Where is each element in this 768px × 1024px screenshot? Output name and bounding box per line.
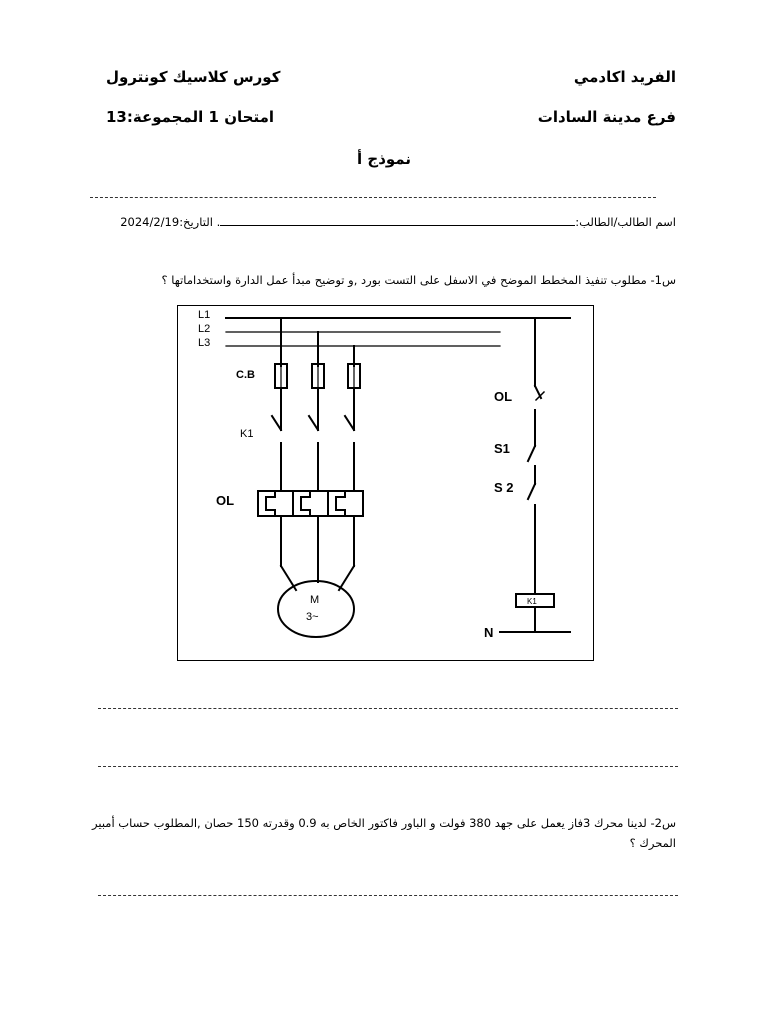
label-motor-phase: 3~ <box>306 611 319 623</box>
course-name: كورس كلاسيك كونترول <box>106 68 281 86</box>
student-name-label: اسم الطالب/الطالب: <box>575 215 676 229</box>
k1-contact-1 <box>272 416 281 430</box>
branch-name: فرع مدينة السادات <box>537 108 676 126</box>
label-k1-power: K1 <box>240 428 254 440</box>
motor-circle <box>278 581 354 637</box>
answer-line-1[interactable] <box>98 708 678 709</box>
date-value: 2024/2/19 <box>120 215 180 229</box>
label-k1-coil: K1 <box>527 597 537 606</box>
student-name-blank[interactable] <box>220 225 575 226</box>
label-s2: S 2 <box>494 480 514 495</box>
date-label: . التاريخ: <box>179 215 221 229</box>
label-ol-control: OL <box>494 389 513 404</box>
label-l3: L3 <box>198 337 211 349</box>
label-ol-power: OL <box>216 493 235 508</box>
circuit-diagram <box>177 305 594 661</box>
s2-switch <box>528 484 535 499</box>
s1-switch <box>528 446 535 461</box>
student-info-line <box>120 215 676 229</box>
answer-line-3[interactable] <box>98 895 678 896</box>
label-motor-m: M <box>310 594 320 606</box>
exam-group: امتحان 1 المجموعة:13 <box>106 108 275 126</box>
k1-contact-3 <box>345 416 354 430</box>
label-neutral: N <box>484 625 494 640</box>
question-2: س2- لدينا محرك 3فاز يعمل على جهد 380 فولت و الباور فاكتور الخاص به 0.9 وقدرته 150 حصان ,المطلوب حساب أمبير المحرك ؟ <box>92 816 676 850</box>
answer-line-2[interactable] <box>98 766 678 767</box>
question-1: س1- مطلوب تنفيذ المخطط الموضح في الاسفل على التست بورد ,و توضيح مبدأ عمل الدارة واستخداماتها ؟ <box>161 273 676 287</box>
label-l2: L2 <box>198 323 211 335</box>
label-cb: C.B <box>236 369 255 381</box>
academy-name: الفريد اكادمي <box>573 68 676 86</box>
form-title: نموذج أ <box>357 150 411 168</box>
label-s1: S1 <box>494 441 510 456</box>
circuit-svg <box>178 306 593 660</box>
label-l1: L1 <box>198 309 211 321</box>
k1-contact-2 <box>309 416 318 430</box>
separator-line <box>90 197 656 198</box>
